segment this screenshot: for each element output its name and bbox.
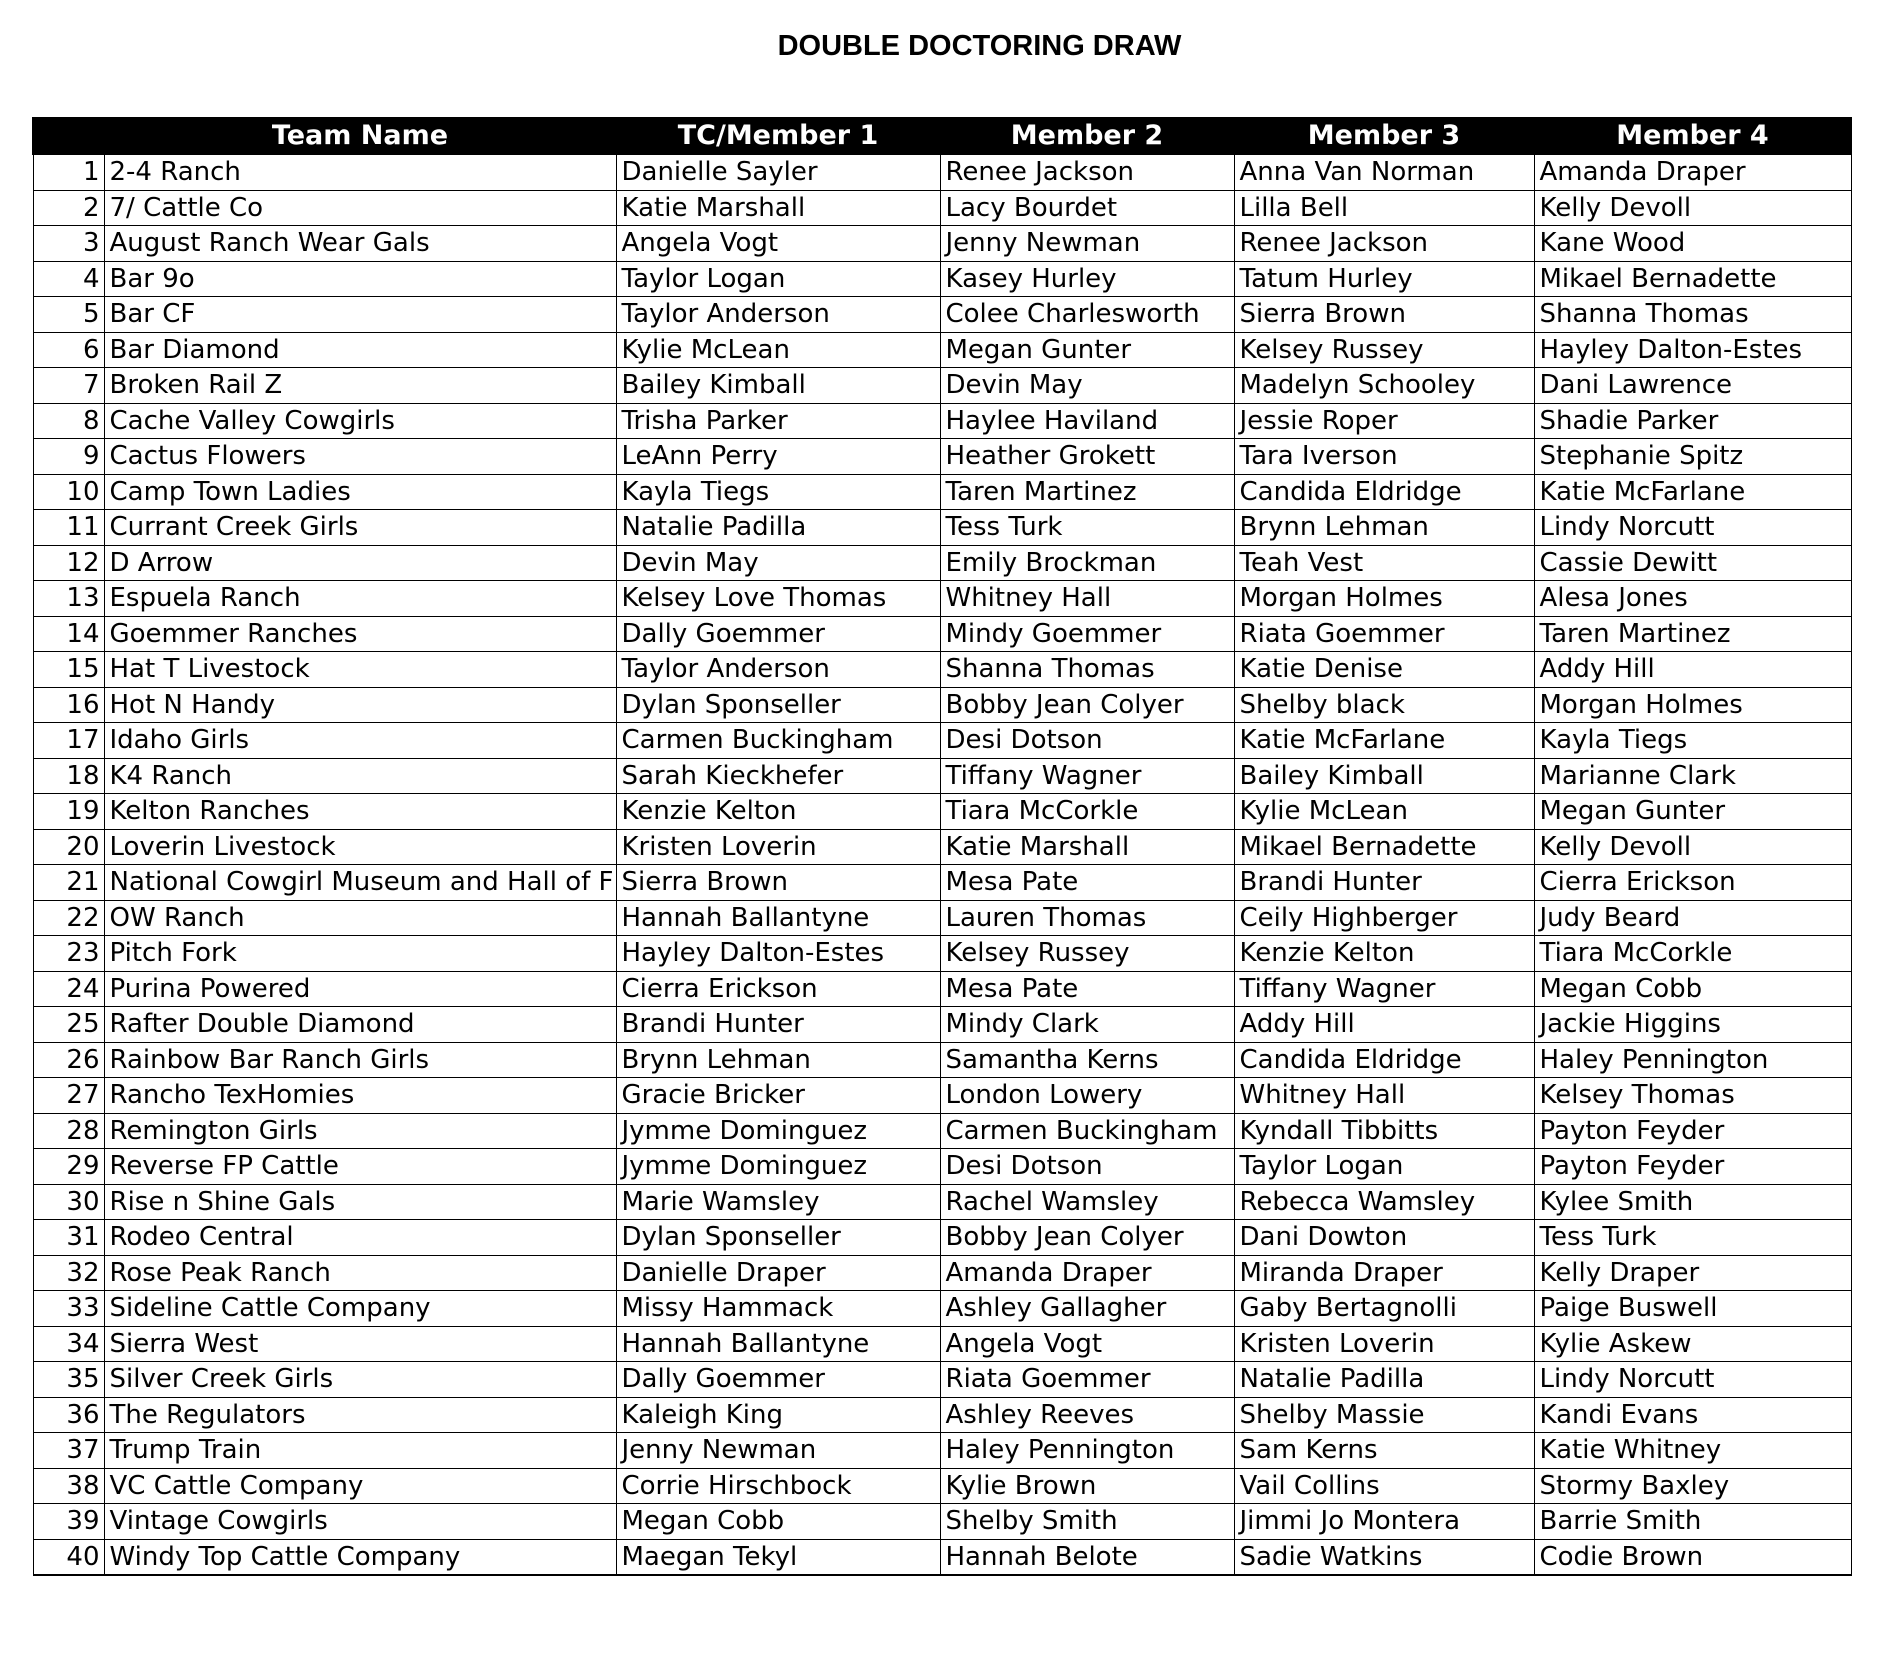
team-name-cell: Pitch Fork (104, 936, 616, 972)
member-4-cell: Cierra Erickson (1534, 865, 1851, 901)
team-name-cell: Windy Top Cattle Company (104, 1539, 616, 1575)
member-3-cell: Candida Eldridge (1234, 1042, 1534, 1078)
member-1-cell: Dylan Sponseller (616, 1220, 940, 1256)
team-name-cell: Rainbow Bar Ranch Girls (104, 1042, 616, 1078)
team-name-cell: National Cowgirl Museum and Hall of F (104, 865, 616, 901)
member-4-cell: Mikael Bernadette (1534, 261, 1851, 297)
table-header-row (33, 117, 1851, 155)
member-3-cell: Sadie Watkins (1234, 1539, 1534, 1575)
member-4-cell: Hayley Dalton-Estes (1534, 332, 1851, 368)
member-1-cell: Natalie Padilla (616, 510, 940, 546)
table-row (33, 652, 1851, 688)
table-row (33, 723, 1851, 759)
row-number: 27 (33, 1078, 104, 1114)
row-number: 16 (33, 687, 104, 723)
member-1-cell: Marie Wamsley (616, 1184, 940, 1220)
row-number: 7 (33, 368, 104, 404)
column-header-member-2: Member 2 (940, 117, 1234, 155)
table-row (33, 1220, 1851, 1256)
member-2-cell: Mindy Clark (940, 1007, 1234, 1043)
member-4-cell: Haley Pennington (1534, 1042, 1851, 1078)
member-4-cell: Addy Hill (1534, 652, 1851, 688)
member-3-cell: Tara Iverson (1234, 439, 1534, 475)
member-3-cell: Dani Dowton (1234, 1220, 1534, 1256)
table-row (33, 794, 1851, 830)
row-number: 36 (33, 1397, 104, 1433)
member-1-cell: Danielle Draper (616, 1255, 940, 1291)
row-number: 26 (33, 1042, 104, 1078)
team-name-cell: Kelton Ranches (104, 794, 616, 830)
table-row (33, 155, 1851, 191)
member-4-cell: Lindy Norcutt (1534, 1362, 1851, 1398)
row-number: 4 (33, 261, 104, 297)
team-name-cell: Bar Diamond (104, 332, 616, 368)
member-2-cell: Riata Goemmer (940, 1362, 1234, 1398)
member-2-cell: Tiffany Wagner (940, 758, 1234, 794)
member-2-cell: Amanda Draper (940, 1255, 1234, 1291)
team-name-cell: Silver Creek Girls (104, 1362, 616, 1398)
member-4-cell: Kelly Devoll (1534, 829, 1851, 865)
table-row (33, 261, 1851, 297)
member-2-cell: Heather Grokett (940, 439, 1234, 475)
column-header-member-3: Member 3 (1234, 117, 1534, 155)
member-3-cell: Renee Jackson (1234, 226, 1534, 262)
table-row (33, 616, 1851, 652)
table-row (33, 403, 1851, 439)
member-1-cell: Kenzie Kelton (616, 794, 940, 830)
member-1-cell: Missy Hammack (616, 1291, 940, 1327)
member-2-cell: Renee Jackson (940, 155, 1234, 191)
team-name-cell: OW Ranch (104, 900, 616, 936)
table-row (33, 545, 1851, 581)
row-number: 24 (33, 971, 104, 1007)
member-1-cell: Corrie Hirschbock (616, 1468, 940, 1504)
member-1-cell: Kaleigh King (616, 1397, 940, 1433)
member-3-cell: Kristen Loverin (1234, 1326, 1534, 1362)
member-3-cell: Madelyn Schooley (1234, 368, 1534, 404)
member-2-cell: Kylie Brown (940, 1468, 1234, 1504)
member-4-cell: Kane Wood (1534, 226, 1851, 262)
member-4-cell: Kandi Evans (1534, 1397, 1851, 1433)
member-2-cell: Emily Brockman (940, 545, 1234, 581)
member-2-cell: Ashley Reeves (940, 1397, 1234, 1433)
member-3-cell: Tiffany Wagner (1234, 971, 1534, 1007)
member-2-cell: Mesa Pate (940, 971, 1234, 1007)
team-name-cell: Vintage Cowgirls (104, 1504, 616, 1540)
team-name-cell: Sierra West (104, 1326, 616, 1362)
member-4-cell: Stephanie Spitz (1534, 439, 1851, 475)
member-2-cell: Hannah Belote (940, 1539, 1234, 1575)
row-number: 17 (33, 723, 104, 759)
member-4-cell: Shanna Thomas (1534, 297, 1851, 333)
column-header-team-name: Team Name (104, 117, 616, 155)
member-2-cell: Megan Gunter (940, 332, 1234, 368)
member-3-cell: Riata Goemmer (1234, 616, 1534, 652)
member-4-cell: Cassie Dewitt (1534, 545, 1851, 581)
table-row (33, 1007, 1851, 1043)
row-number: 15 (33, 652, 104, 688)
row-number: 28 (33, 1113, 104, 1149)
member-1-cell: Kylie McLean (616, 332, 940, 368)
member-4-cell: Kylie Askew (1534, 1326, 1851, 1362)
member-3-cell: Addy Hill (1234, 1007, 1534, 1043)
team-name-cell: 2-4 Ranch (104, 155, 616, 191)
member-3-cell: Katie Denise (1234, 652, 1534, 688)
member-4-cell: Megan Gunter (1534, 794, 1851, 830)
member-2-cell: Angela Vogt (940, 1326, 1234, 1362)
member-1-cell: Megan Cobb (616, 1504, 940, 1540)
member-3-cell: Kelsey Russey (1234, 332, 1534, 368)
member-4-cell: Kylee Smith (1534, 1184, 1851, 1220)
member-4-cell: Kelsey Thomas (1534, 1078, 1851, 1114)
member-4-cell: Dani Lawrence (1534, 368, 1851, 404)
member-4-cell: Payton Feyder (1534, 1113, 1851, 1149)
team-name-cell: Sideline Cattle Company (104, 1291, 616, 1327)
row-number: 5 (33, 297, 104, 333)
row-number: 31 (33, 1220, 104, 1256)
member-3-cell: Candida Eldridge (1234, 474, 1534, 510)
member-3-cell: Brynn Lehman (1234, 510, 1534, 546)
team-name-cell: Trump Train (104, 1433, 616, 1469)
member-1-cell: Trisha Parker (616, 403, 940, 439)
member-2-cell: Haylee Haviland (940, 403, 1234, 439)
team-name-cell: Currant Creek Girls (104, 510, 616, 546)
member-1-cell: Taylor Anderson (616, 297, 940, 333)
member-1-cell: Bailey Kimball (616, 368, 940, 404)
team-name-cell: Cache Valley Cowgirls (104, 403, 616, 439)
table-row (33, 758, 1851, 794)
member-2-cell: Whitney Hall (940, 581, 1234, 617)
table-row (33, 1113, 1851, 1149)
team-name-cell: Rise n Shine Gals (104, 1184, 616, 1220)
row-number: 19 (33, 794, 104, 830)
member-2-cell: Tiara McCorkle (940, 794, 1234, 830)
member-1-cell: Taylor Logan (616, 261, 940, 297)
team-name-cell: 7/ Cattle Co (104, 190, 616, 226)
member-3-cell: Kenzie Kelton (1234, 936, 1534, 972)
page-title: DOUBLE DOCTORING DRAW (777, 30, 1182, 62)
member-1-cell: Taylor Anderson (616, 652, 940, 688)
member-1-cell: Jenny Newman (616, 1433, 940, 1469)
member-1-cell: Brandi Hunter (616, 1007, 940, 1043)
member-1-cell: Brynn Lehman (616, 1042, 940, 1078)
member-3-cell: Ceily Highberger (1234, 900, 1534, 936)
member-3-cell: Taylor Logan (1234, 1149, 1534, 1185)
member-3-cell: Shelby Massie (1234, 1397, 1534, 1433)
column-header-member-1: TC/Member 1 (616, 117, 940, 155)
member-3-cell: Jessie Roper (1234, 403, 1534, 439)
table-row (33, 439, 1851, 475)
member-3-cell: Sam Kerns (1234, 1433, 1534, 1469)
member-1-cell: Hannah Ballantyne (616, 900, 940, 936)
row-number: 3 (33, 226, 104, 262)
row-number: 32 (33, 1255, 104, 1291)
member-4-cell: Tiara McCorkle (1534, 936, 1851, 972)
member-1-cell: Hannah Ballantyne (616, 1326, 940, 1362)
row-number: 13 (33, 581, 104, 617)
row-number: 14 (33, 616, 104, 652)
member-3-cell: Morgan Holmes (1234, 581, 1534, 617)
member-3-cell: Rebecca Wamsley (1234, 1184, 1534, 1220)
member-3-cell: Teah Vest (1234, 545, 1534, 581)
member-3-cell: Shelby black (1234, 687, 1534, 723)
row-number: 33 (33, 1291, 104, 1327)
member-2-cell: Shelby Smith (940, 1504, 1234, 1540)
member-3-cell: Kyndall Tibbitts (1234, 1113, 1534, 1149)
table-row (33, 1078, 1851, 1114)
member-3-cell: Natalie Padilla (1234, 1362, 1534, 1398)
team-name-cell: Goemmer Ranches (104, 616, 616, 652)
member-1-cell: Dally Goemmer (616, 1362, 940, 1398)
team-name-cell: K4 Ranch (104, 758, 616, 794)
table-row (33, 1504, 1851, 1540)
team-name-cell: Remington Girls (104, 1113, 616, 1149)
team-name-cell: VC Cattle Company (104, 1468, 616, 1504)
member-3-cell: Gaby Bertagnolli (1234, 1291, 1534, 1327)
member-2-cell: Colee Charlesworth (940, 297, 1234, 333)
table-row (33, 971, 1851, 1007)
member-4-cell: Jackie Higgins (1534, 1007, 1851, 1043)
member-2-cell: Tess Turk (940, 510, 1234, 546)
table-row (33, 1149, 1851, 1185)
member-3-cell: Jimmi Jo Montera (1234, 1504, 1534, 1540)
table-row (33, 510, 1851, 546)
member-4-cell: Alesa Jones (1534, 581, 1851, 617)
member-2-cell: Kelsey Russey (940, 936, 1234, 972)
member-2-cell: Rachel Wamsley (940, 1184, 1234, 1220)
member-1-cell: Maegan Tekyl (616, 1539, 940, 1575)
table-row (33, 1397, 1851, 1433)
member-1-cell: Gracie Bricker (616, 1078, 940, 1114)
member-1-cell: Kayla Tiegs (616, 474, 940, 510)
team-name-cell: Hot N Handy (104, 687, 616, 723)
member-2-cell: Jenny Newman (940, 226, 1234, 262)
member-1-cell: LeAnn Perry (616, 439, 940, 475)
table-row (33, 332, 1851, 368)
table-row (33, 297, 1851, 333)
member-2-cell: Haley Pennington (940, 1433, 1234, 1469)
member-1-cell: Sierra Brown (616, 865, 940, 901)
member-3-cell: Brandi Hunter (1234, 865, 1534, 901)
member-1-cell: Sarah Kieckhefer (616, 758, 940, 794)
team-name-cell: Bar 9o (104, 261, 616, 297)
member-4-cell: Payton Feyder (1534, 1149, 1851, 1185)
member-1-cell: Jymme Dominguez (616, 1113, 940, 1149)
table-row (33, 1255, 1851, 1291)
member-1-cell: Dylan Sponseller (616, 687, 940, 723)
member-4-cell: Lindy Norcutt (1534, 510, 1851, 546)
team-name-cell: Espuela Ranch (104, 581, 616, 617)
member-4-cell: Katie Whitney (1534, 1433, 1851, 1469)
team-name-cell: Purina Powered (104, 971, 616, 1007)
member-1-cell: Katie Marshall (616, 190, 940, 226)
table-row (33, 936, 1851, 972)
team-name-cell: Idaho Girls (104, 723, 616, 759)
member-2-cell: Devin May (940, 368, 1234, 404)
row-number: 2 (33, 190, 104, 226)
member-3-cell: Mikael Bernadette (1234, 829, 1534, 865)
member-2-cell: Carmen Buckingham (940, 1113, 1234, 1149)
team-name-cell: Loverin Livestock (104, 829, 616, 865)
member-4-cell: Kayla Tiegs (1534, 723, 1851, 759)
table-row (33, 687, 1851, 723)
row-number: 30 (33, 1184, 104, 1220)
member-4-cell: Amanda Draper (1534, 155, 1851, 191)
team-name-cell: August Ranch Wear Gals (104, 226, 616, 262)
member-4-cell: Codie Brown (1534, 1539, 1851, 1575)
member-2-cell: Mesa Pate (940, 865, 1234, 901)
table-row (33, 581, 1851, 617)
member-3-cell: Bailey Kimball (1234, 758, 1534, 794)
member-2-cell: London Lowery (940, 1078, 1234, 1114)
team-name-cell: Rodeo Central (104, 1220, 616, 1256)
member-3-cell: Miranda Draper (1234, 1255, 1534, 1291)
table-row (33, 1042, 1851, 1078)
member-4-cell: Katie McFarlane (1534, 474, 1851, 510)
member-3-cell: Kylie McLean (1234, 794, 1534, 830)
row-number: 25 (33, 1007, 104, 1043)
member-4-cell: Paige Buswell (1534, 1291, 1851, 1327)
team-name-cell: Rancho TexHomies (104, 1078, 616, 1114)
table-body (33, 155, 1851, 1576)
row-number: 1 (33, 155, 104, 191)
row-number: 12 (33, 545, 104, 581)
team-name-cell: Camp Town Ladies (104, 474, 616, 510)
table-row (33, 1539, 1851, 1575)
member-2-cell: Bobby Jean Colyer (940, 687, 1234, 723)
row-number: 8 (33, 403, 104, 439)
member-1-cell: Carmen Buckingham (616, 723, 940, 759)
row-number: 39 (33, 1504, 104, 1540)
member-2-cell: Lacy Bourdet (940, 190, 1234, 226)
member-2-cell: Ashley Gallagher (940, 1291, 1234, 1327)
table-row (33, 368, 1851, 404)
member-2-cell: Taren Martinez (940, 474, 1234, 510)
member-2-cell: Samantha Kerns (940, 1042, 1234, 1078)
table-row (33, 1468, 1851, 1504)
team-name-cell: Reverse FP Cattle (104, 1149, 616, 1185)
member-4-cell: Marianne Clark (1534, 758, 1851, 794)
member-2-cell: Shanna Thomas (940, 652, 1234, 688)
team-name-cell: Rose Peak Ranch (104, 1255, 616, 1291)
member-4-cell: Stormy Baxley (1534, 1468, 1851, 1504)
member-1-cell: Kelsey Love Thomas (616, 581, 940, 617)
member-4-cell: Morgan Holmes (1534, 687, 1851, 723)
team-name-cell: The Regulators (104, 1397, 616, 1433)
row-number: 22 (33, 900, 104, 936)
row-number: 9 (33, 439, 104, 475)
member-3-cell: Sierra Brown (1234, 297, 1534, 333)
table-row (33, 900, 1851, 936)
table-row (33, 1291, 1851, 1327)
member-1-cell: Hayley Dalton-Estes (616, 936, 940, 972)
row-number: 18 (33, 758, 104, 794)
row-number: 23 (33, 936, 104, 972)
member-1-cell: Danielle Sayler (616, 155, 940, 191)
member-1-cell: Dally Goemmer (616, 616, 940, 652)
row-number: 29 (33, 1149, 104, 1185)
team-name-cell: Bar CF (104, 297, 616, 333)
table-row (33, 1433, 1851, 1469)
table-row (33, 190, 1851, 226)
team-name-cell: D Arrow (104, 545, 616, 581)
member-3-cell: Anna Van Norman (1234, 155, 1534, 191)
team-name-cell: Cactus Flowers (104, 439, 616, 475)
column-header-number (33, 117, 104, 155)
table-row (33, 829, 1851, 865)
draw-table (32, 117, 1852, 1576)
member-3-cell: Whitney Hall (1234, 1078, 1534, 1114)
member-4-cell: Megan Cobb (1534, 971, 1851, 1007)
table-row (33, 1184, 1851, 1220)
row-number: 6 (33, 332, 104, 368)
member-1-cell: Cierra Erickson (616, 971, 940, 1007)
table-row (33, 226, 1851, 262)
member-4-cell: Kelly Draper (1534, 1255, 1851, 1291)
member-3-cell: Vail Collins (1234, 1468, 1534, 1504)
member-3-cell: Tatum Hurley (1234, 261, 1534, 297)
member-4-cell: Judy Beard (1534, 900, 1851, 936)
member-4-cell: Tess Turk (1534, 1220, 1851, 1256)
row-number: 35 (33, 1362, 104, 1398)
team-name-cell: Hat T Livestock (104, 652, 616, 688)
member-2-cell: Bobby Jean Colyer (940, 1220, 1234, 1256)
table-row (33, 474, 1851, 510)
member-2-cell: Lauren Thomas (940, 900, 1234, 936)
table-row (33, 1326, 1851, 1362)
member-2-cell: Desi Dotson (940, 723, 1234, 759)
member-4-cell: Taren Martinez (1534, 616, 1851, 652)
member-4-cell: Barrie Smith (1534, 1504, 1851, 1540)
team-name-cell: Broken Rail Z (104, 368, 616, 404)
column-header-member-4: Member 4 (1534, 117, 1851, 155)
table-row (33, 865, 1851, 901)
member-2-cell: Katie Marshall (940, 829, 1234, 865)
member-2-cell: Desi Dotson (940, 1149, 1234, 1185)
member-4-cell: Kelly Devoll (1534, 190, 1851, 226)
member-1-cell: Jymme Dominguez (616, 1149, 940, 1185)
row-number: 10 (33, 474, 104, 510)
table-row (33, 1362, 1851, 1398)
member-1-cell: Kristen Loverin (616, 829, 940, 865)
member-2-cell: Mindy Goemmer (940, 616, 1234, 652)
row-number: 37 (33, 1433, 104, 1469)
member-3-cell: Katie McFarlane (1234, 723, 1534, 759)
member-1-cell: Devin May (616, 545, 940, 581)
row-number: 34 (33, 1326, 104, 1362)
row-number: 40 (33, 1539, 104, 1575)
row-number: 21 (33, 865, 104, 901)
member-2-cell: Kasey Hurley (940, 261, 1234, 297)
member-1-cell: Angela Vogt (616, 226, 940, 262)
row-number: 38 (33, 1468, 104, 1504)
row-number: 11 (33, 510, 104, 546)
member-4-cell: Shadie Parker (1534, 403, 1851, 439)
member-3-cell: Lilla Bell (1234, 190, 1534, 226)
row-number: 20 (33, 829, 104, 865)
team-name-cell: Rafter Double Diamond (104, 1007, 616, 1043)
